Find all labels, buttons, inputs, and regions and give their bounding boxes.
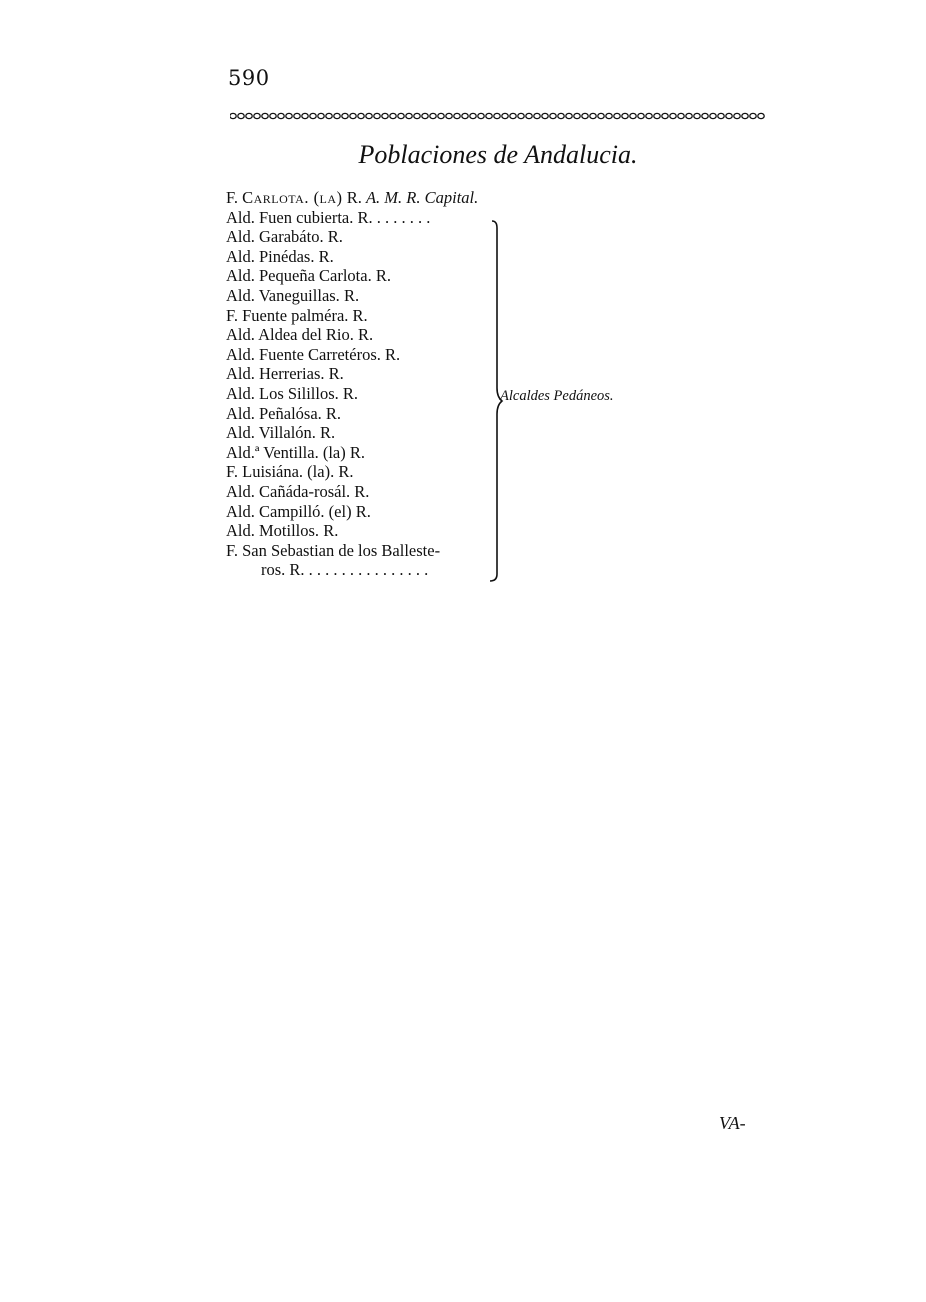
entry-prefix: Ald. — [226, 364, 255, 384]
entry-prefix: Ald. — [226, 246, 255, 266]
entry-name: Vaneguillas. — [258, 285, 340, 305]
entry-name: Pinédas. — [259, 246, 315, 266]
entry-suffix: R. — [328, 364, 344, 384]
entry-suffix: R. — [325, 403, 342, 423]
entry-name: Garabáto. — [259, 227, 324, 247]
entry-suffix: R. — [346, 188, 362, 207]
entry-name: Fuen cubierta. — [259, 207, 354, 227]
entry-prefix: Ald. — [226, 227, 255, 247]
entry-name: Pequeña Carlota. — [259, 266, 372, 286]
entry-suffix: R. — [358, 325, 374, 345]
page-number: 590 — [228, 66, 270, 90]
entry-suffix: R. — [355, 501, 371, 521]
entry-name: Herrerias. — [259, 364, 325, 384]
entry-suffix: R. — [375, 266, 391, 286]
entry-suffix: R. — [385, 344, 401, 364]
entry-prefix: Ald. — [226, 501, 255, 521]
entry-name: Aldea del Rio. — [258, 325, 354, 345]
page-title: Poblaciones de Andalucia. — [358, 140, 638, 169]
entry-prefix: F. — [226, 305, 238, 325]
entry-name: Luisiána. (la). — [242, 462, 335, 482]
entry-prefix: Ald. — [226, 481, 255, 501]
entry-suffix: R. — [349, 442, 365, 462]
entry-name: Ventilla. (la) — [263, 442, 346, 462]
entry-suffix: R. — [323, 521, 339, 541]
entry-suffix: R. . . . . . . . — [357, 207, 431, 227]
entry-name: Los Silillos. — [259, 383, 339, 403]
entry-extra: A. M. R. Capital. — [365, 188, 479, 207]
entry-name: Carlota. (la) — [242, 188, 343, 207]
entry-prefix: F. — [226, 540, 238, 560]
entry-suffix: R. — [318, 246, 334, 266]
entry-name: Campilló. (el) — [259, 501, 352, 521]
entry-prefix: Ald.ª — [226, 442, 260, 462]
list-item-continuation: ros. R. . . . . . . . . . . . . . . . — [261, 560, 429, 580]
ornamental-border-rule — [230, 111, 766, 121]
catchword: VA- — [719, 1113, 746, 1133]
entry-prefix: Ald. — [226, 207, 255, 227]
entry-prefix: Ald. — [226, 266, 255, 286]
entry-name: Motillos. — [259, 521, 320, 541]
entry-suffix: R. — [352, 305, 368, 325]
entry-name: Cañáda-rosál. — [259, 481, 351, 501]
entry-prefix: Ald. — [226, 285, 255, 305]
entry-name: San Sebastian de los Balleste- — [242, 540, 441, 560]
entry-prefix: Ald. — [226, 325, 255, 345]
entry-prefix: Ald. — [226, 383, 255, 403]
entry-suffix: R. — [327, 227, 343, 247]
entry-suffix: R. — [342, 383, 359, 403]
entry-prefix: Ald. — [226, 344, 255, 364]
entry-suffix: R. — [343, 285, 360, 305]
entry-prefix: F. — [226, 188, 238, 207]
list-item — [226, 188, 526, 208]
entry-suffix: R. — [338, 462, 354, 482]
entry-prefix: Ald. — [226, 423, 255, 443]
entry-name: Peñalósa. — [259, 403, 322, 423]
entry-name: Fuente Carretéros. — [259, 344, 381, 364]
entry-name: Villalón. — [258, 423, 316, 443]
bracket-label: Alcaldes Pedáneos. — [500, 388, 614, 404]
entry-prefix: Ald. — [226, 521, 255, 541]
entry-suffix: R. — [320, 423, 336, 443]
entry-suffix: R. — [354, 481, 370, 501]
entry-name: Fuente palméra. — [242, 305, 349, 325]
entry-prefix: F. — [226, 462, 238, 482]
entry-prefix: Ald. — [226, 403, 255, 423]
